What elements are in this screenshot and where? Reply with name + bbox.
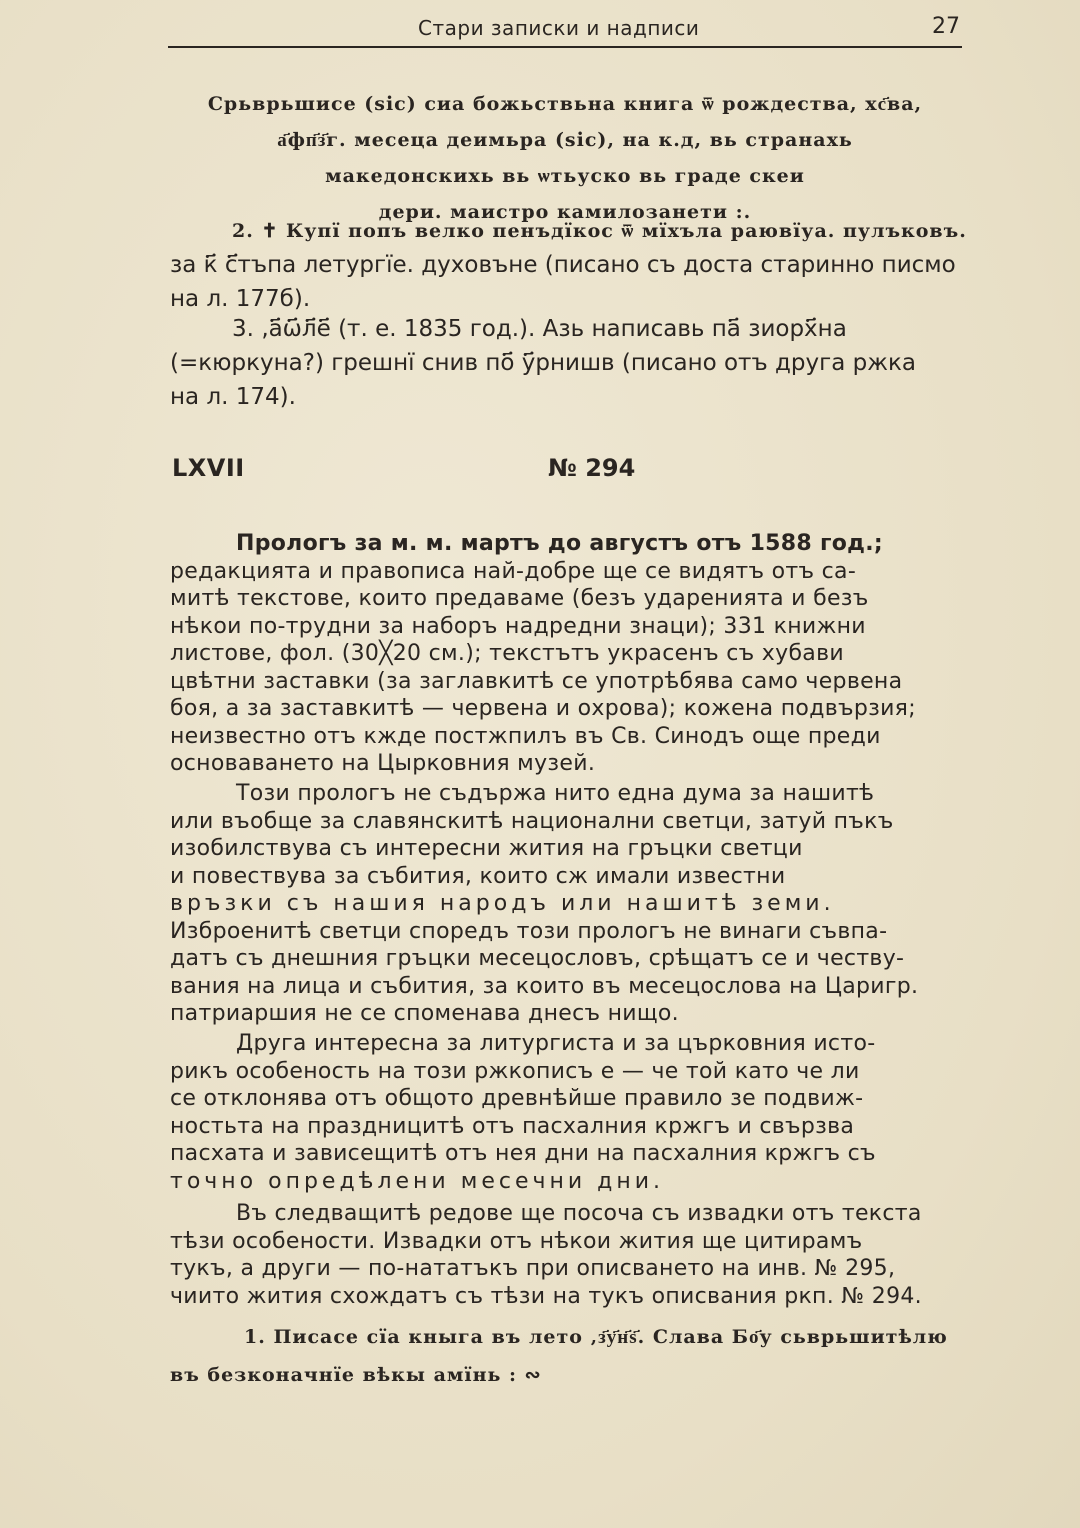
running-title: Стари записки и надписи (418, 16, 700, 40)
text-line: митѣ текстове, които предаваме (безъ ударенията и безъ (170, 586, 869, 611)
note-2 (170, 214, 967, 316)
quote-line: въ безконачнїе вѣкы амїнь : ∾ (170, 1364, 542, 1386)
colophon-line: а҃фп҃з҃г. месеца деимьра (sic), на к.д, вь странахь (277, 129, 853, 151)
note-line: на л. 174). (170, 384, 296, 410)
text-line: Този прологъ не съдържа нито една дума за нашитѣ (236, 781, 875, 806)
note-line: 3. ‚а҃ѡ҃л҃е҃ (т. е. 1835 год.). Азь написавь па҃ зиорх҃на (232, 316, 847, 342)
text-line: чиито жития схождатъ съ тѣзи на тукъ описвания ркп. № 294. (170, 1283, 922, 1309)
text-line (170, 530, 964, 558)
paragraph-description (170, 530, 964, 778)
manuscript-number: № 294 (548, 454, 636, 482)
quote-1 (170, 1318, 962, 1394)
colophon-inscription (170, 86, 960, 230)
colophon-line: дери. маистро камилозанети :. (378, 201, 752, 223)
text-line: пасхата и зависещитѣ отъ нея дни на пасхалния кржгъ съ (170, 1141, 876, 1166)
text-line: редакцията и правописа най-добре ще се видятъ отъ са- (170, 558, 857, 584)
text-line: Друга интересна за литургиста и за църковния исто- (236, 1031, 876, 1056)
quote-line: 1. Писасе сїа кныга въ лето ‚з҃у҃н҃ѕ҃. Слава Бо҃у сьврьшитѣлю (244, 1326, 948, 1348)
paragraph-excerpts (170, 1200, 964, 1310)
colophon-line: македонскихь вь ѡтьуско вь граде скеи (325, 165, 805, 187)
note-3 (170, 312, 962, 414)
paragraph-saints (170, 780, 964, 1028)
text-line: патриаршия не се споменава днесъ нищо. (170, 1001, 679, 1026)
text-line: основаването на Цырковния музей. (170, 751, 596, 776)
text-line: вания на лица и събития, за които въ месецослова на Царигр. (170, 973, 919, 999)
colophon-line: Срьврьшисе (sic) сиа божьствьна книга ѿ рождества, хс҃ва, (207, 93, 923, 115)
text-line: цвѣтни заставки (за заглавкитѣ се употрѣбява само червена (170, 668, 903, 694)
section-number: LXVII (172, 454, 245, 482)
text-line: изобилствува съ интересни жития на гръцки светци (170, 836, 803, 861)
text-line: Въ следващитѣ редове ще посоча съ извадки отъ текста (236, 1201, 922, 1226)
text-line: Изброенитѣ светци споредъ този прологъ не винаги съвпа- (170, 918, 888, 944)
running-header (168, 8, 962, 48)
text-line-content: Прологъ за м. м. мартъ до августъ отъ 1588 год.; (236, 531, 883, 556)
text-line: и повествува за събития, които сж имали известни (170, 863, 786, 889)
note-line: за к҃ с҃тъпа летургїе. духовъне (писано съ доста старинно писмо (170, 252, 956, 278)
text-line: връзки съ нашия народъ или нашитѣ земи. (170, 891, 835, 916)
text-line: неизвестно отъ кжде постжпилъ въ Св. Синодъ още преди (170, 723, 881, 749)
note-line: (=кюркуна?) грешнї снив по҃ у҃рнишв (писано отъ друга ржка (170, 350, 916, 376)
paragraph-feasts (170, 1030, 964, 1195)
text-line: се отклонява отъ общото древнѣйше правило зе подвиж- (170, 1086, 864, 1111)
text-line: тукъ, а други — по-нататъкъ при описването на инв. № 295, (170, 1256, 896, 1281)
text-line: боя, а за заставкитѣ — червена и охрова); кожена подвързия; (170, 696, 916, 721)
text-line: ностьта на праздницитѣ отъ пасхалния кржгъ и свързва (170, 1113, 855, 1139)
note-line: 2. ✝ Купї попъ велко пенъдїкос ѿ мїхъла раювїуа. пулъковъ. (232, 220, 967, 242)
page-number: 27 (932, 14, 960, 39)
text-line: датъ съ днешния гръцки месецословъ, срѣщатъ се и честву- (170, 946, 905, 971)
text-line: рикъ особеность на този ржкописъ е — че той като че ли (170, 1058, 860, 1084)
note-line: на л. 177б). (170, 286, 311, 312)
text-line: нѣкои по-трудни за наборъ надредни знаци); 331 книжни (170, 613, 866, 639)
text-line: точно опредѣлени месечни дни. (170, 1168, 665, 1194)
text-line: листове, фол. (30╳20 см.); текстътъ украсенъ съ хубави (170, 641, 844, 666)
text-line: тѣзи особености. Извадки отъ нѣкои жития ще цитирамъ (170, 1228, 863, 1254)
header-rule (168, 46, 962, 48)
text-line: или въобще за славянскитѣ национални светци, затуй пъкъ (170, 808, 894, 834)
